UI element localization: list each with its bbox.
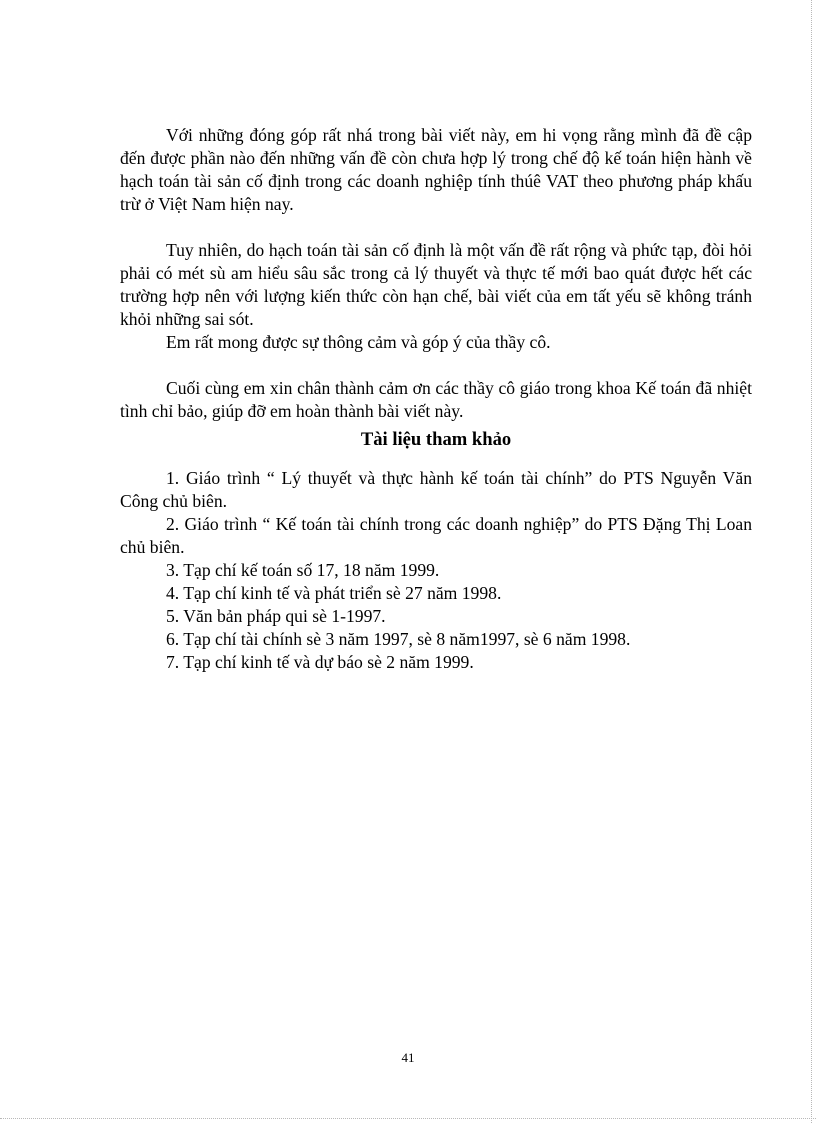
page-edge-bottom (0, 1118, 816, 1119)
reference-item-1: 1. Giáo trình “ Lý thuyết và thực hành kế toán tài chính” do PTS Nguyễn Văn Công chủ biên. (120, 468, 752, 511)
reference-item-5: 5. Văn bản pháp qui sè 1-1997. (166, 606, 386, 626)
reference-item-7: 7. Tạp chí kinh tế và dự báo sè 2 năm 1999. (166, 652, 474, 672)
reference-item-2: 2. Giáo trình “ Kế toán tài chính trong các doanh nghiệp” do PTS Đặng Thị Loan chủ biên. (120, 514, 752, 557)
paragraph-contribution: Với những đóng góp rất nhá trong bài viết này, em hi vọng rằng mình đã đề cập đến được phần nào đến những vấn đề còn chưa hợp lý trong chế độ kế toán hiện hành về hạch toán tài sản cố định trong các doanh nghiệp tính thúê VAT theo phương pháp khấu trừ ở Việt Nam hiện nay. (120, 125, 752, 214)
page-body (120, 124, 752, 674)
paragraph-request-feedback: Em rất mong được sự thông cảm và góp ý của thầy cô. (166, 332, 551, 352)
reference-item-6: 6. Tạp chí tài chính sè 3 năm 1997, sè 8 năm1997, sè 6 năm 1998. (166, 629, 631, 649)
reference-item-4: 4. Tạp chí kinh tế và phát triển sè 27 năm 1998. (166, 583, 502, 603)
page-number: 41 (401, 1050, 415, 1065)
paragraph-limitations: Tuy nhiên, do hạch toán tài sản cố định là một vấn đề rất rộng và phức tạp, đòi hỏi phải có mét sù am hiểu sâu sắc trong cả lý thuyết và thực tế mới bao quát được hết các trường hợp nên với lượng kiến thức còn hạn chế, bài viết của em tất yếu sẽ không tránh khỏi những sai sót. (120, 240, 752, 329)
references-list (120, 467, 752, 674)
page-edge-right (811, 0, 812, 1123)
paragraph-acknowledgement: Cuối cùng em xin chân thành cảm ơn các thầy cô giáo trong khoa Kế toán đã nhiệt tình chỉ bảo, giúp đỡ em hoàn thành bài viết này. (120, 378, 752, 421)
references-heading: Tài liệu tham khảo (360, 429, 512, 450)
reference-item-3: 3. Tạp chí kế toán số 17, 18 năm 1999. (166, 560, 440, 580)
